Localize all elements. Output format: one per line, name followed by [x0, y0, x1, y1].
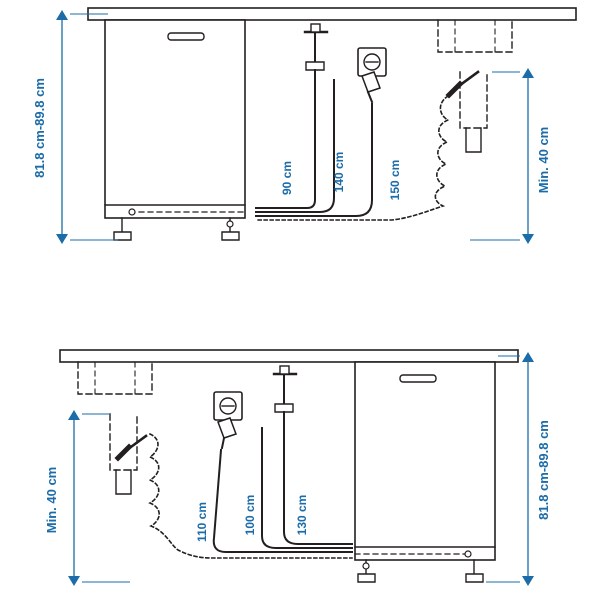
power-plug — [218, 418, 236, 438]
dim-arrow-up — [68, 410, 80, 420]
dishwasher-body — [105, 20, 245, 218]
foot-pivot — [363, 563, 369, 569]
bottom-hose-label-130: 130 cm — [295, 494, 309, 536]
channel-port — [465, 551, 471, 557]
bottom-height-label: 81.8 cm-89.8 cm — [536, 420, 551, 520]
tap-head — [280, 366, 289, 374]
countertop — [88, 8, 576, 20]
top-hose-label-150: 150 cm — [388, 159, 402, 201]
dim-arrow-up-2 — [522, 352, 534, 362]
drain-hose-cuff — [118, 447, 129, 458]
countertop — [60, 350, 518, 362]
drain-hose — [256, 80, 334, 212]
bottom-diagram-svg — [0, 300, 600, 600]
bottom-hose-label-100: 100 cm — [243, 494, 257, 536]
top-height-label: 81.8 cm-89.8 cm — [32, 78, 47, 178]
dishwasher-handle — [400, 375, 436, 382]
sink-trap-outlet — [466, 128, 481, 152]
top-hose-label-140: 140 cm — [332, 151, 346, 193]
dim-arrow-up-2 — [522, 68, 534, 78]
sink-trap-outlet — [116, 470, 131, 494]
panel-dishwasher-left-of-sink — [0, 300, 600, 600]
sink-trap-dashed — [460, 72, 487, 128]
plug-neck — [222, 438, 224, 448]
power-cord — [214, 450, 352, 552]
dishwasher-body — [355, 362, 495, 560]
sink-outline-dashed — [438, 20, 512, 52]
tap-outlet — [306, 62, 324, 70]
adjustable-foot-left — [114, 218, 131, 240]
top-hose-label-90: 90 cm — [280, 160, 294, 196]
dim-arrow-down — [56, 234, 68, 244]
tap-outlet — [275, 404, 293, 412]
drain-hose-cuff — [449, 84, 460, 95]
sink-bowl-divider — [95, 362, 135, 394]
sink-bowl-divider — [455, 20, 495, 52]
dim-arrow-down — [68, 576, 80, 586]
dim-arrow-up — [56, 10, 68, 20]
foot-pivot — [227, 221, 233, 227]
bottom-sink-min-label: Min. 40 cm — [44, 466, 59, 534]
adjustable-foot-right — [466, 560, 483, 582]
top-sink-min-label: Min. 40 cm — [536, 126, 551, 194]
dim-arrow-down-2 — [522, 576, 534, 586]
dishwasher-handle — [168, 33, 204, 40]
coiled-hose-path — [258, 96, 448, 220]
dim-arrow-down-2 — [522, 234, 534, 244]
plug-neck — [368, 92, 372, 102]
sink-trap-dashed — [110, 414, 137, 470]
channel-port — [129, 209, 135, 215]
sink-outline-dashed — [78, 362, 152, 394]
tap-head — [311, 24, 320, 32]
bottom-hose-label-110: 110 cm — [195, 501, 209, 543]
